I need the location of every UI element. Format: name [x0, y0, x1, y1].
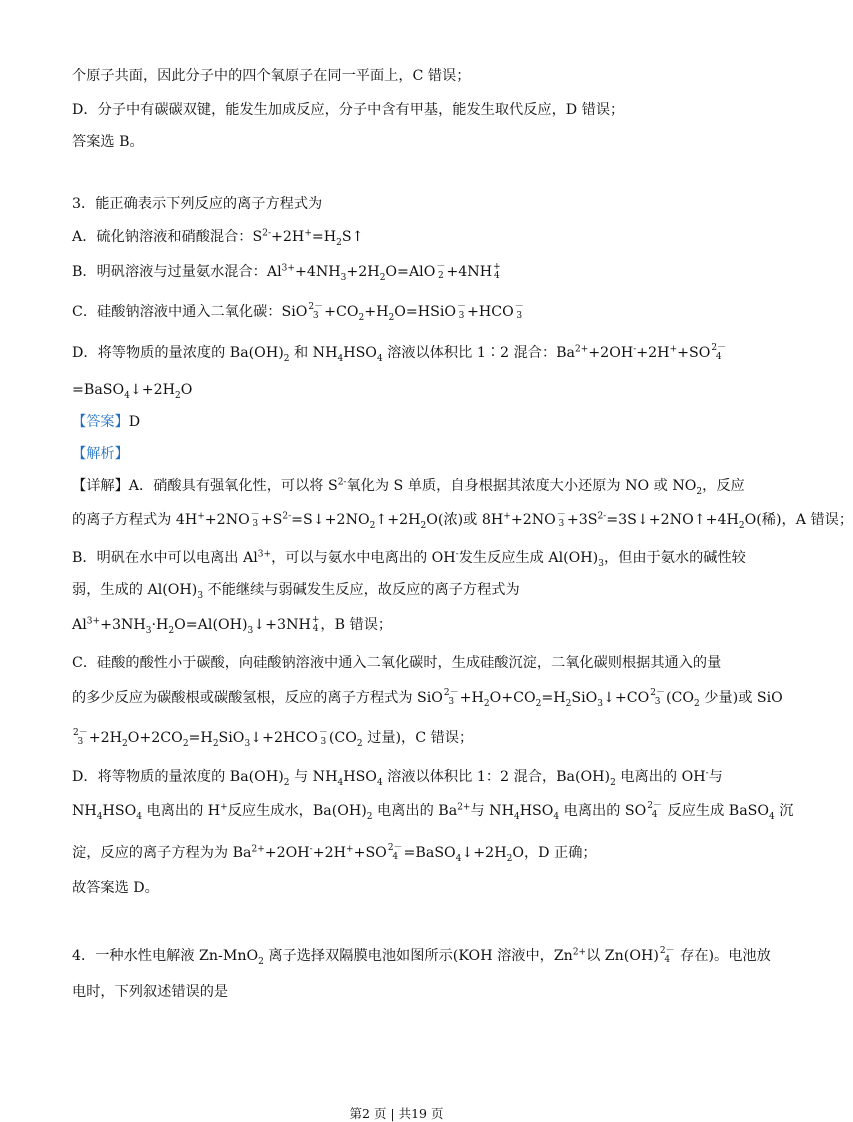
conclusion: 故答案选 D。 [72, 880, 159, 896]
page-footer: 第2 页 | 共19 页 [349, 1106, 444, 1121]
question-3-stem: 3．能正确表示下列反应的离子方程式为 [72, 196, 323, 212]
detail-b-3: $Al^{3+}+3NH_3\cdot H_2O=Al(OH)_3↓+3NH$ + 4 ，B 错误； [72, 615, 393, 636]
option-a: A．硫化钠溶液和硝酸混合：$S^{2-}+2H^+=H_2S↑$ [72, 228, 364, 248]
detail-c-3: 2－ 3 $+2H_2O+2CO_2=H_2SiO_3↓+2HCO$ － 3 ($CO_2$ 过量)，C 错误； [73, 728, 474, 749]
option-d-cont: $=BaSO_4↓+2H_2O$ [72, 382, 193, 401]
detail-b-1: B．明矾在水中可以电离出 $Al^{3+}$，可以与氨水中电离出的 OH-发生反应生成 $Al(OH)_3$，但由于氨水的碱性较 [72, 549, 746, 569]
analysis-tag: 【解析】 [72, 446, 129, 462]
detail-c-1: C．硅酸的酸性小于碳酸，向硅酸钠溶液中通入二氧化碳时，生成硅酸沉淀，二氧化碳则根据其通入的量 [72, 655, 722, 671]
text-line: D．分子中有碳碳双键，能发生加成反应，分子中含有甲基，能发生取代反应，D 错误； [72, 102, 625, 118]
option-c: C．硅酸钠溶液中通入二氧化碳：SiO 2－ 3 $+CO_2+H_2O=HSiO$ － 3 +HCO － 3 [72, 302, 524, 323]
question-4-line-1: 4．一种水性电解液 Zn-MnO$_2$ 离子选择双隔膜电池如图所示(KOH 溶液中，$Zn^{2+}$以 Zn(OH) 2－ 4 存在)。电池放 [72, 946, 771, 967]
detail-a-2: 的离子方程式为 4H++2NO － 3 $+S^{2-}=S↓+2NO_2↑+2H_2O$(浓)或 8H++2NO － 3 $+3S^{2-}=3S↓+2NO↑+4H_2O$(稀)，A 错误； [72, 510, 853, 531]
detail-a-1: 【详解】A．硝酸具有强氧化性，可以将 $S^{2-}$氧化为 S 单质，自身根据其浓度大小还原为 NO 或 $NO_2$，反应 [72, 477, 745, 497]
text-line: 答案选 B。 [72, 134, 144, 150]
detail-d-3: 淀，反应的离子方程为为 $Ba^{2+}+2OH^-+2H^++SO$ 2－ 4 $=BaSO_4↓+2H_2O$，D 正确； [72, 843, 597, 864]
detail-d-1: D．将等物质的量浓度的 $Ba(OH)_2$ 与 $NH_4HSO_4$ 溶液以体积比 1：2 混合，$Ba(OH)_2$ 电离出的 OH-与 [72, 768, 723, 788]
detail-c-2: 的多少反应为碳酸根或碳酸氢根，反应的离子方程式为 SiO 2－ 3 $+H_2O+CO_2=H_2SiO_3↓+CO$ 2－ 3 ($CO_2$ 少量)或 SiO [72, 688, 783, 709]
text-line: 个原子共面，因此分子中的四个氧原子在同一平面上，C 错误； [72, 68, 471, 84]
detail-b-2: 弱，生成的 $Al(OH)_3$ 不能继续与弱碱发生反应，故反应的离子方程式为 [72, 582, 520, 601]
option-b: B．明矾溶液与过量氨水混合：$Al^{3+}+4NH_3+2H_2O=AlO$ － 2 +4NH + 4 [72, 262, 501, 283]
answer: 【答案】D [72, 414, 141, 430]
option-d: D．将等物质的量浓度的 $Ba(OH)_2$ 和 $NH_4HSO_4$ 溶液以体积比 1∶2 混合：$Ba^{2+}+2OH^-+2H^++SO$ 2－ 4 [72, 343, 727, 364]
question-4-line-2: 电时，下列叙述错误的是 [72, 984, 229, 1000]
detail-d-2: $NH_4HSO_4$ 电离出的 H+反应生成水，$Ba(OH)_2$ 电离出的 $Ba^{2+}$与 $NH_4HSO_4$ 电离出的 SO 2－ 4 反应生成 BaSO$_4$ 沉 [72, 801, 794, 822]
